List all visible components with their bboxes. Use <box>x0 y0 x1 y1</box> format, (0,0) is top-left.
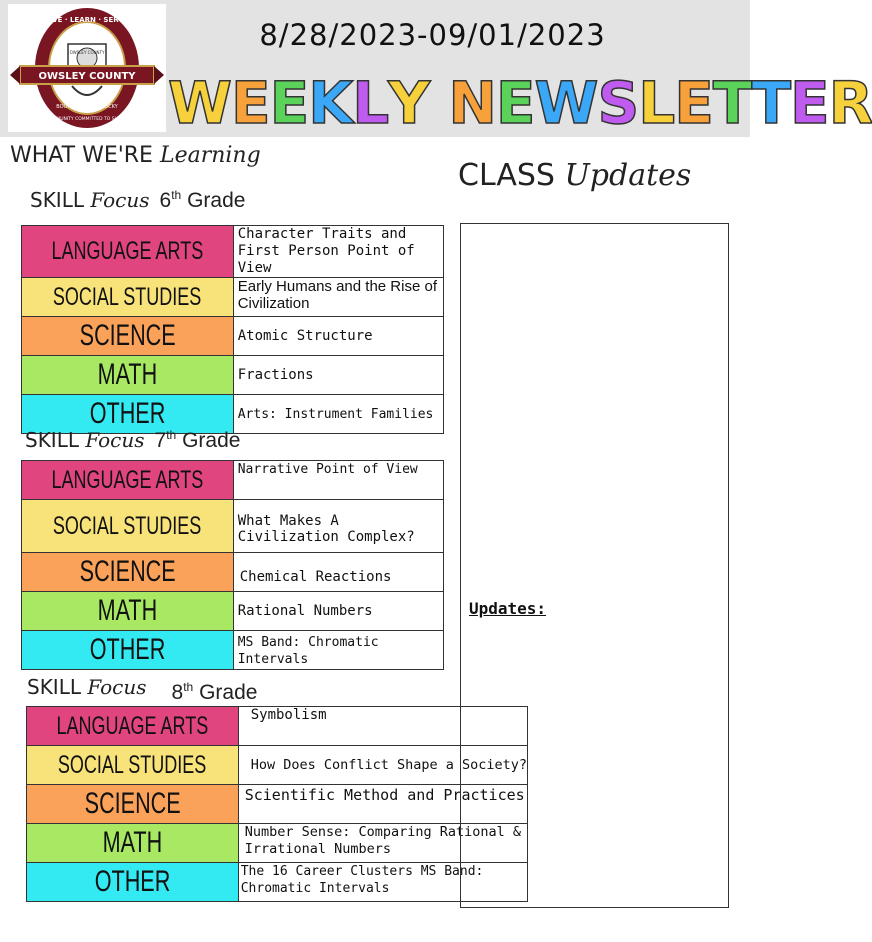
grade-8-table <box>26 706 528 902</box>
title-letter: E <box>674 69 713 137</box>
table-row: OTHER MS Band: Chromatic Intervals <box>22 631 444 670</box>
title-letter: Y <box>388 69 430 137</box>
title-letter <box>429 70 448 136</box>
skill-focus-heading-7: SKILL Focus 7th Grade <box>25 428 241 452</box>
title-letter: T <box>712 69 752 137</box>
title-letter: E <box>230 69 270 137</box>
table-row: SOCIAL STUDIES What Makes A Civilization Complex? <box>22 500 444 553</box>
title-letter: S <box>597 69 639 137</box>
school-logo <box>8 4 166 132</box>
updates-label: Updates: <box>469 599 547 618</box>
table-row: OTHER Arts: Instrument Families <box>22 395 444 434</box>
table-row: SCIENCE Atomic Structure <box>22 317 444 356</box>
grade-7-table <box>21 460 444 670</box>
skill-focus-heading-8: SKILL Focus 8th Grade <box>27 675 258 704</box>
title-letter: L <box>638 69 675 137</box>
title-letter: E <box>495 69 535 137</box>
title-letter: E <box>790 69 829 137</box>
header-band <box>0 0 872 137</box>
title-letter: W <box>168 69 231 137</box>
svg-text:BOONEVILLE, KENTUCKY: BOONEVILLE, KENTUCKY <box>56 104 118 110</box>
title-letter: K <box>308 69 353 137</box>
table-row: LANGUAGE ARTS Symbolism <box>27 707 528 746</box>
title-letter: L <box>352 69 389 137</box>
title-letter: N <box>448 69 496 137</box>
what-were-learning-heading: WHAT WE'RE Learning <box>10 143 261 168</box>
date-range: 8/28/2023-09/01/2023 <box>259 18 606 52</box>
title-letter: T <box>751 69 791 137</box>
grade-6-table <box>21 225 444 434</box>
table-row: SOCIAL STUDIES Early Humans and the Rise of Civilization <box>22 278 444 317</box>
skill-focus-heading-6: SKILL Focus 6th Grade <box>30 188 246 212</box>
table-row: SCIENCE Chemical Reactions <box>22 553 444 592</box>
title-letter: E <box>269 69 309 137</box>
table-row: LANGUAGE ARTS Character Traits and First Person Point of View <box>22 226 444 278</box>
table-row: SCIENCE Scientific Method and Practices <box>27 785 528 824</box>
class-updates-heading: CLASS Updates <box>458 158 692 193</box>
table-row: OTHER The 16 Career Clusters MS Band: Chromatic Intervals <box>27 863 528 902</box>
table-row: MATH Number Sense: Comparing Rational & Irrational Numbers <box>27 824 528 863</box>
table-row: MATH Rational Numbers <box>22 592 444 631</box>
svg-text:OWSLEY COUNTY: OWSLEY COUNTY <box>69 50 105 55</box>
table-row: SOCIAL STUDIES How Does Conflict Shape a Society? <box>27 746 528 785</box>
newsletter-title <box>168 69 872 137</box>
svg-text:LIVE · LEARN · SERVE: LIVE · LEARN · SERVE <box>45 16 129 24</box>
svg-text:OWSLEY COUNTY: OWSLEY COUNTY <box>38 71 136 82</box>
title-letter: W <box>534 69 598 137</box>
school-seal-icon <box>8 4 166 132</box>
class-updates-box <box>460 223 729 908</box>
svg-text:A COMMUNITY COMMITTED TO SUCCE: A COMMUNITY COMMITTED TO SUCCESS <box>41 117 133 122</box>
title-letter: R <box>828 69 872 137</box>
table-row: MATH Fractions <box>22 356 444 395</box>
table-row: LANGUAGE ARTS Narrative Point of View <box>22 461 444 500</box>
